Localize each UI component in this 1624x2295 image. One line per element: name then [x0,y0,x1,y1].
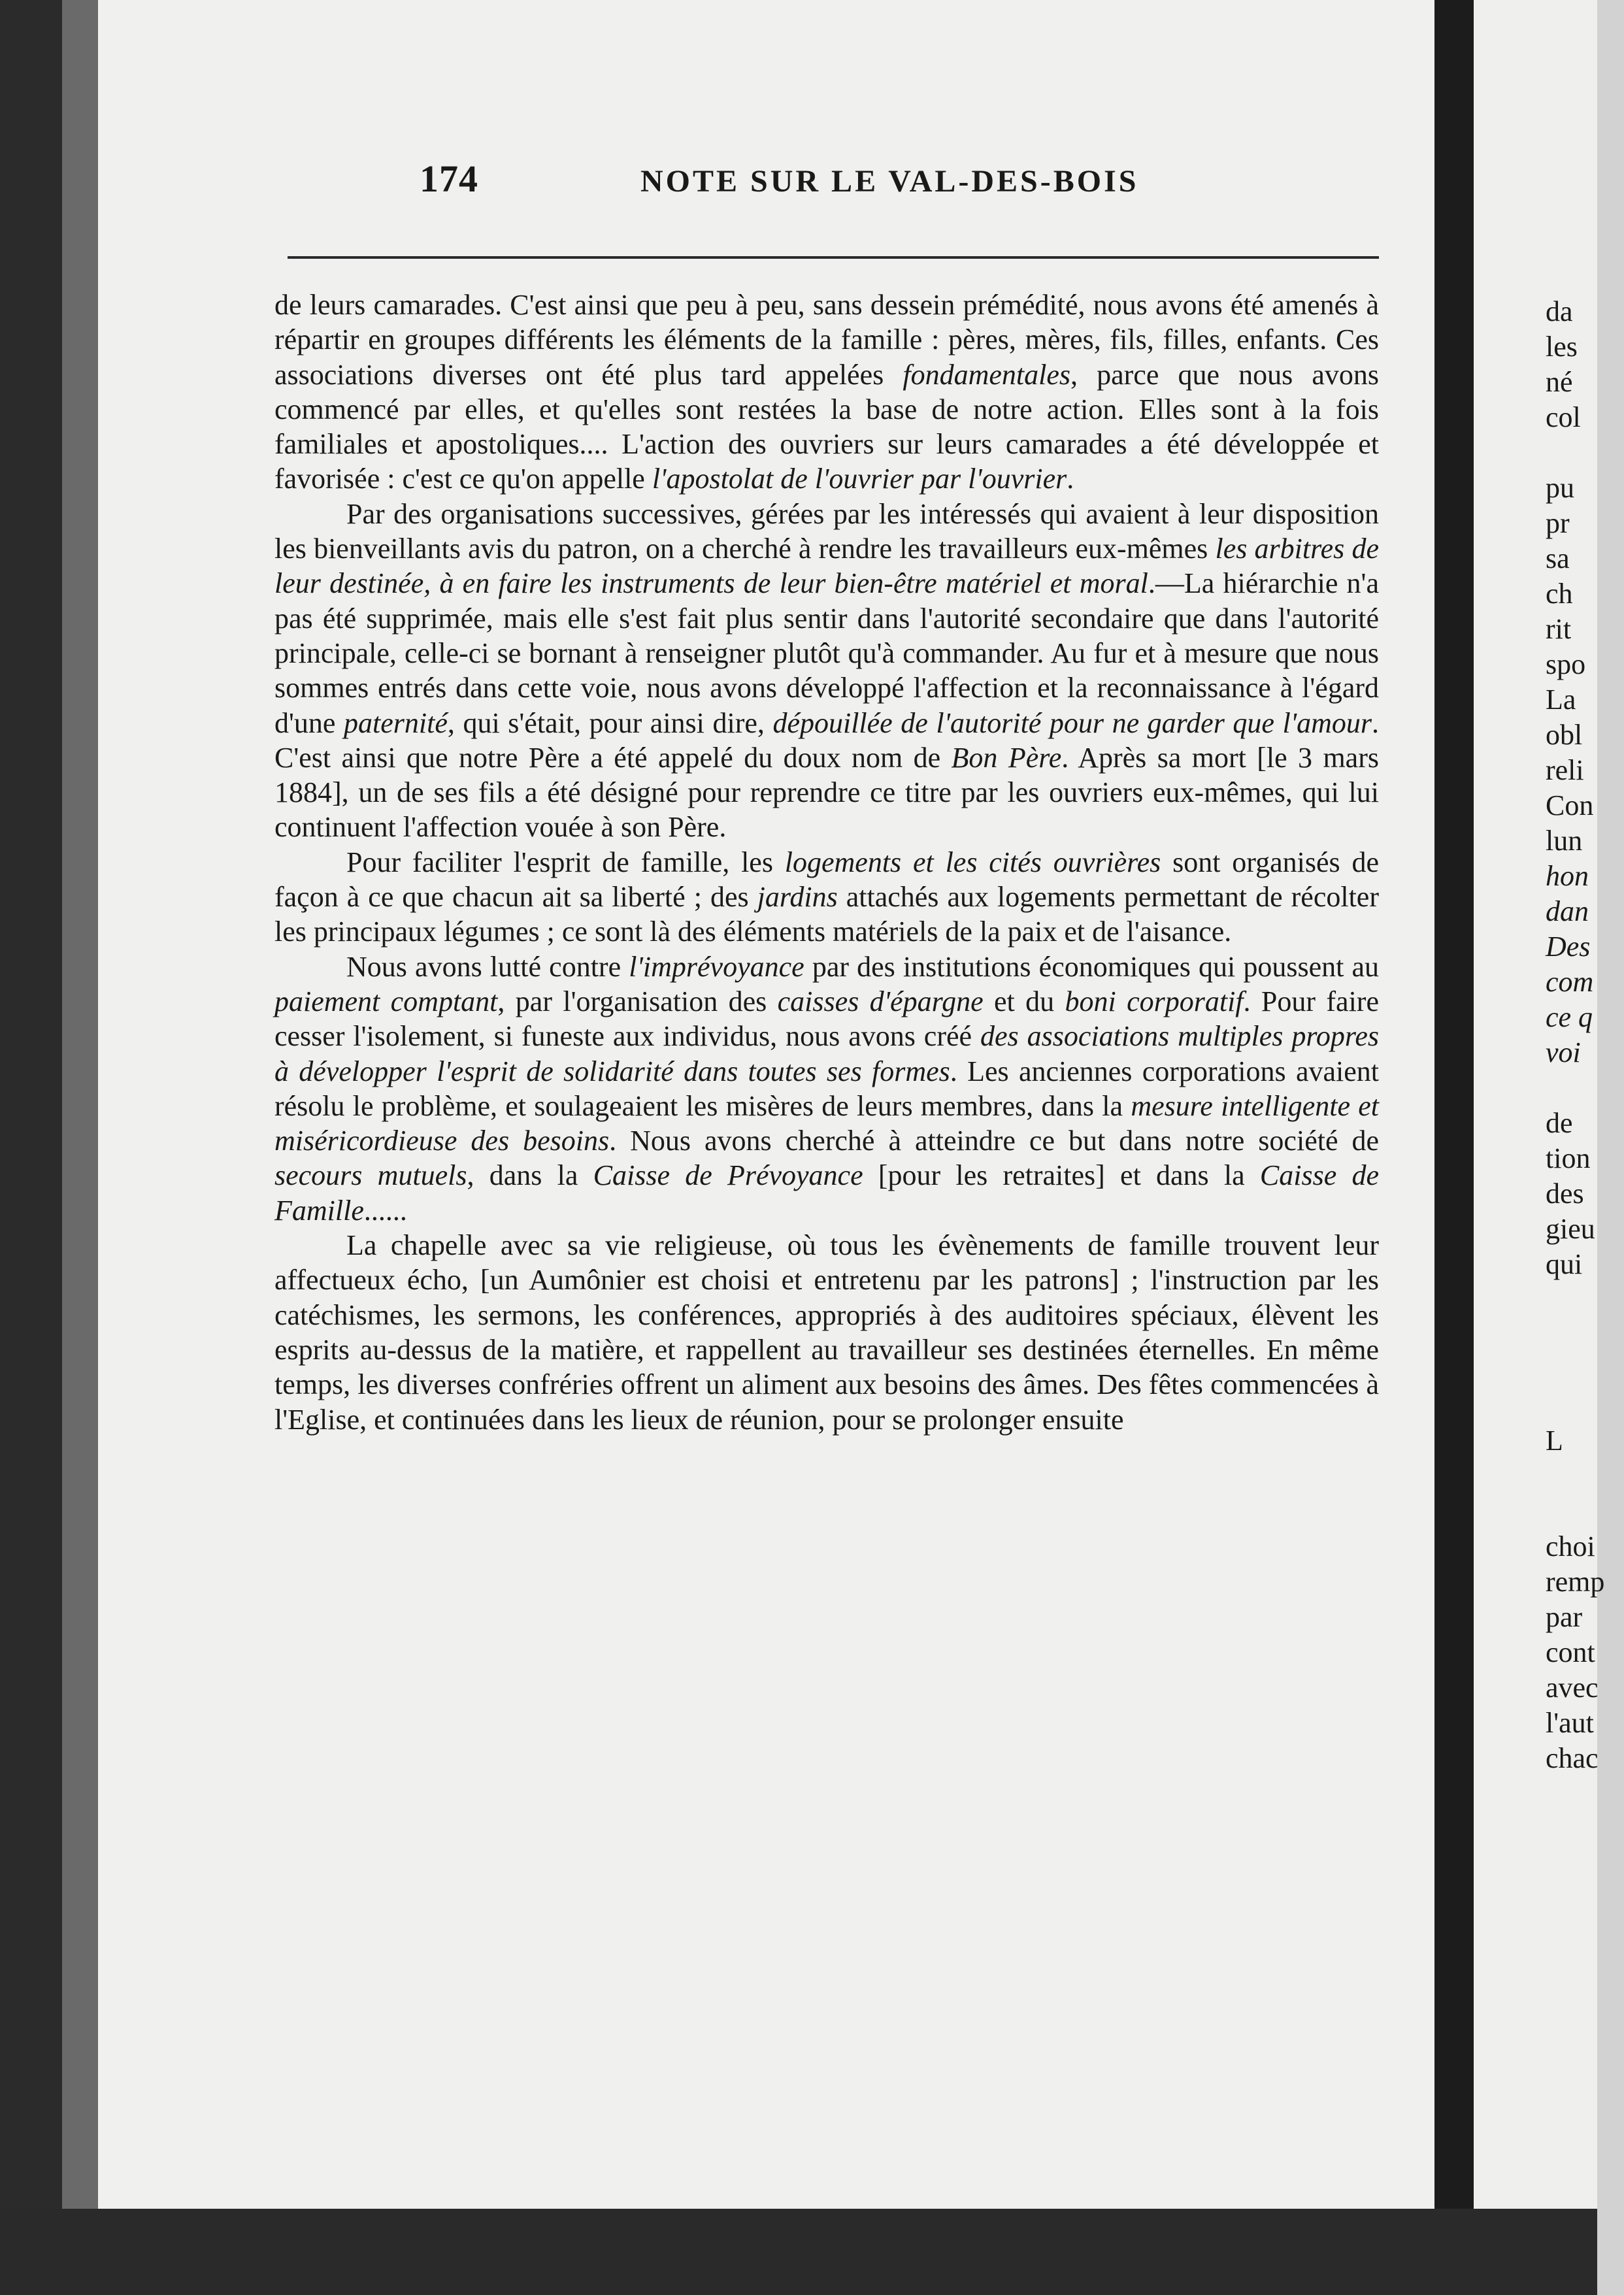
facing-page-fragment: com [1546,966,1594,998]
facing-page-fragment: sa [1546,542,1570,574]
facing-page-fragment [1546,1459,1624,1494]
facing-page-fragment: chac [1546,1742,1599,1774]
text-run: . Les anciennes corporations avaient résolu le problème, et soulageaient les misères de leurs membres, dans la [274,1055,1380,1122]
scan-edge-bottom [0,2209,1597,2295]
facing-page-fragment: La [1546,684,1576,716]
facing-page-fragment: tion [1546,1142,1591,1174]
paragraph [274,949,1379,1228]
facing-page-fragment: da [1546,295,1573,327]
running-head: NOTE SUR LE VAL-DES-BOIS [640,164,1139,199]
italic-text: l'apostolat de l'ouvrier par l'ouvrier [652,463,1067,495]
facing-page-fragment: obl [1546,719,1583,751]
text-run: . C'est ainsi que notre Père a été appelé du doux nom de [274,706,1380,774]
facing-page-fragment [1546,1317,1624,1353]
facing-page-fragment: Con [1546,789,1594,821]
text-run: Nous avons lutté contre [346,950,629,983]
facing-page-fragment: qui [1546,1248,1583,1280]
page-header [98,157,1438,222]
facing-page-fragment: spo [1546,648,1586,680]
italic-text: jardins [757,881,838,914]
text-run: attachés aux logements permettant de récolter les principaux légumes ; ce sont là des éléments matériels de la paix et de l'aisance. [274,881,1379,948]
facing-page-fragment: ce q [1546,1001,1593,1033]
text-run: . Après sa mort [le 3 mars 1884], un de ses fils a été désigné pour reprendre ce titre par les ouvriers eux-mêmes, qui lui continuent l'affection vouée à son Père. [274,741,1379,844]
facing-page-fragment: cont [1546,1636,1595,1668]
facing-page-fragment: ch [1546,578,1573,610]
text-run: et du [983,985,1065,1017]
facing-page-fragment: par [1546,1601,1583,1633]
text-run: La chapelle avec sa vie religieuse, où tous les évènements de famille trouvent leur affectueux écho, [un Aumônier est choisi et entretenu par les patrons] ; l'instruction par les catéchismes, les sermons, les conférences, appropriés à des auditoires spéciaux, élèvent les esprits au-dessus de la matière, et rappellent au travailleur ses destinées éternelles. En même temps, les diverses confréries offrent un aliment aux besoins des âmes. Des fêtes commencées à l'Eglise, et continuées dans les lieux de réunion, pour se prolonger ensuite [274,1229,1379,1436]
italic-text: logements et les cités ouvrières [784,846,1161,878]
text-run: sont organisés de façon à ce que chacun ait sa liberté ; des [274,846,1380,914]
facing-page-fragment: L [1546,1425,1563,1457]
italic-text: dépouillée de l'autorité pour ne garder que l'amour [772,706,1372,739]
italic-text: des associations multiples propres à développer l'esprit de solidarité dans toutes ses formes [274,1020,1380,1087]
text-run: Pour faciliter l'esprit de famille, les [346,846,785,878]
italic-text: Bon Père [951,741,1062,774]
facing-page-fragment: reli [1546,754,1584,786]
facing-page-fragment: remp [1546,1566,1605,1598]
header-rule [288,256,1379,259]
paragraph [274,1228,1379,1437]
paragraph [274,845,1379,949]
facing-page-fragment: né [1546,366,1573,398]
italic-text: paiement comptant [274,985,498,1017]
italic-text: secours mutuels [274,1159,467,1192]
facing-page-fragment: choi [1546,1530,1595,1562]
scan-edge-shadow [62,0,101,2295]
facing-page-fragment [1546,1353,1624,1388]
italic-text: les arbitres de leur destinée, à en faire les instruments de leur bien-être matériel et moral [274,533,1380,600]
facing-page-fragment: des [1546,1178,1584,1210]
text-run: ...... [363,1194,407,1227]
facing-page-fragment: gieu [1546,1213,1595,1245]
text-run: Par des organisations successives, gérées par les intéressés qui avaient à leur disposition les bienveillants avis du patron, on a cherché à rendre les travailleurs eux-mêmes [274,497,1379,565]
facing-page-fragment: col [1546,401,1581,433]
italic-text: paternité [344,706,448,739]
facing-page-fragment: Des [1546,931,1591,963]
facing-page-text [1546,294,1624,1776]
italic-text: Caisse de Prévoyance [593,1159,863,1192]
facing-page-fragment [1546,1388,1624,1423]
facing-page-fragment: lun [1546,825,1583,857]
facing-page-fragment: de [1546,1107,1573,1139]
facing-page-fragment [1546,1070,1624,1106]
text-run: . Nous avons cherché à atteindre ce but dans notre société de [609,1125,1380,1157]
facing-page-fragment: les [1546,331,1578,363]
text-run: , dans la [467,1159,593,1192]
facing-page-fragment: l'aut [1546,1707,1594,1739]
body-text [274,288,1379,1437]
facing-page-fragment: avec [1546,1672,1599,1704]
italic-text: mesure intelligente et miséricordieuse des besoins [274,1089,1379,1157]
text-run: , par l'organisation des [497,985,778,1017]
facing-page-fragment: pr [1546,507,1570,539]
italic-text: boni corporatif [1065,985,1244,1017]
paragraph [274,288,1379,497]
facing-page-fragment [1546,435,1624,471]
text-run: .—La hiérarchie n'a pas été supprimée, mais elle s'est fait plus sentir dans l'autorité secondaire que dans l'autorité principale, celle-ci se bornant à renseigner plutôt qu'à commander. Au fur et à mesure que nous sommes entrés dans cette voie, nous avons développé l'affection et la reconnaissance à l'égard d'une [274,567,1380,739]
text-run: , parce que nous avons commencé par elles, et qu'elles sont restées la base de notre action. Elles sont à la fois familiales et apostoliques.... L'action des ouvriers sur leurs camarades a été développée et favorisée : c'est ce qu'on appelle [274,358,1380,495]
page-number: 174 [420,157,478,200]
text-run: par des institutions économiques qui poussent au [804,950,1379,983]
italic-text: fondamentales [903,358,1070,391]
text-run: de leurs camarades. C'est ainsi que peu à peu, sans dessein prémédité, nous avons été amenés à répartir en groupes différents les éléments de la famille : pères, mères, fils, filles, enfants. Ces associations diverses ont été plus tard appelées [274,289,1379,391]
text-run: . Pour faire cesser l'isolement, si funeste aux individus, nous avons créé [274,985,1379,1053]
facing-page-fragment [1546,1494,1624,1529]
facing-page-fragment [1546,1282,1624,1317]
facing-page-fragment: rit [1546,613,1572,645]
book-gutter [1434,0,1474,2295]
text-run: , qui s'était, pour ainsi dire, [447,706,773,739]
text-run: . [1067,463,1074,495]
facing-page-fragment: pu [1546,472,1574,504]
facing-page-fragment: dan [1546,895,1589,927]
paragraph [274,497,1379,845]
italic-text: l'imprévoyance [629,950,804,983]
facing-page-fragment: voi [1546,1036,1581,1068]
italic-text: Caisse de Famille [274,1159,1379,1227]
text-run: [pour les retraites] et dans la [863,1159,1260,1192]
facing-page-fragment: hon [1546,860,1589,892]
facing-page [1474,0,1605,2219]
italic-text: caisses d'épargne [777,985,984,1017]
